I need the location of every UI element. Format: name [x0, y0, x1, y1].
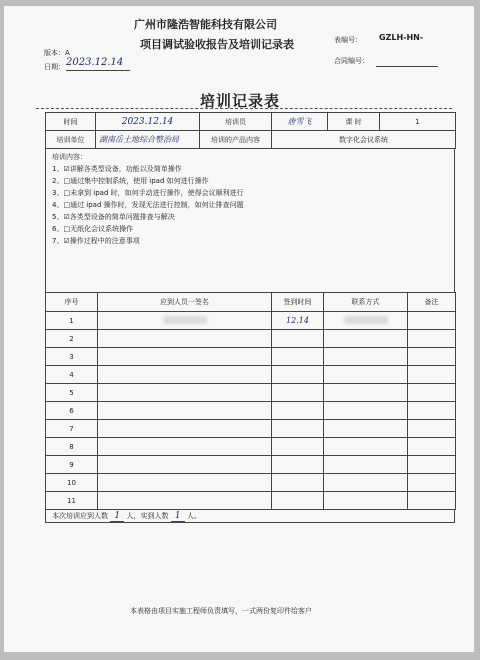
contact-cell	[324, 474, 408, 492]
table-row	[46, 330, 456, 348]
report-title: 项目调试验收报告及培训记录表	[140, 38, 294, 51]
remark-cell	[408, 420, 456, 438]
product-value: 数字化会议系统	[272, 131, 456, 149]
table-row	[46, 348, 456, 366]
row-no: 4	[46, 366, 98, 384]
table-row	[46, 492, 456, 510]
hours-label: 课 时	[328, 113, 380, 131]
row-no: 10	[46, 474, 98, 492]
redacted-contact	[344, 316, 388, 324]
table-row	[46, 312, 456, 330]
sign-time-cell	[272, 492, 324, 510]
hours-value: 1	[380, 113, 456, 131]
row-no: 11	[46, 492, 98, 510]
contact-cell	[324, 366, 408, 384]
contact-cell	[324, 312, 408, 330]
contact-cell	[324, 492, 408, 510]
date-value: 2023.12.14	[66, 57, 124, 68]
table-row	[46, 474, 456, 492]
content-item-3: 3、□未拿到 ipad 时，如何手动进行操作，使得会议顺利进行	[52, 189, 244, 197]
sign-time-cell	[272, 420, 324, 438]
signature-cell	[98, 330, 272, 348]
sign-time-cell: 12.14	[272, 312, 324, 330]
signature-cell	[98, 312, 272, 330]
table-row	[46, 384, 456, 402]
table-row	[46, 456, 456, 474]
sign-time-cell	[272, 366, 324, 384]
signature-cell	[98, 348, 272, 366]
unit-label: 培训单位	[46, 131, 96, 149]
version-label: 版本：A	[44, 49, 70, 57]
contact-cell	[324, 330, 408, 348]
footer-note: 本表格由项目实施工程师负责填写，一式两份复印件给客户	[130, 607, 312, 615]
signature-cell	[98, 402, 272, 420]
trainer-label: 培训员	[200, 113, 272, 131]
redacted-signature	[163, 316, 207, 324]
col-header-remark: 备注	[408, 293, 456, 312]
sign-time-cell	[272, 402, 324, 420]
row-no: 6	[46, 402, 98, 420]
dashed-divider	[36, 108, 452, 109]
table-row	[46, 366, 456, 384]
row-no: 5	[46, 384, 98, 402]
table-row	[46, 420, 456, 438]
summary-part2: 人，实到人数	[126, 512, 169, 520]
col-header-no: 序号	[46, 293, 98, 312]
row-no: 8	[46, 438, 98, 456]
product-label: 培训的产品内容	[200, 131, 272, 149]
signature-cell	[98, 492, 272, 510]
sign-time-cell	[272, 456, 324, 474]
form-title: 培训记录表	[200, 92, 281, 110]
contract-underline	[376, 66, 438, 67]
table-row	[46, 402, 456, 420]
company-name: 广州市隆浩智能科技有限公司	[134, 18, 277, 31]
contract-label: 合同编号：	[334, 57, 369, 65]
signature-cell	[98, 420, 272, 438]
attendance-table	[45, 292, 456, 510]
contact-cell	[324, 456, 408, 474]
summary-part3: 人。	[186, 512, 201, 520]
sign-time-cell	[272, 438, 324, 456]
time-value: 2023.12.14	[96, 113, 200, 131]
content-heading: 培训内容：	[52, 153, 87, 161]
contact-cell	[324, 420, 408, 438]
contact-cell	[324, 402, 408, 420]
col-header-contact: 联系方式	[324, 293, 408, 312]
signature-cell	[98, 474, 272, 492]
summary-row	[45, 510, 455, 523]
form-no-label: 表编号：	[334, 36, 362, 44]
remark-cell	[408, 492, 456, 510]
remark-cell	[408, 456, 456, 474]
remark-cell	[408, 474, 456, 492]
remark-cell	[408, 438, 456, 456]
summary-text	[52, 511, 201, 522]
content-item-5: 5、☑各类型设备的简单问题排查与解决	[52, 213, 175, 221]
signature-cell	[98, 366, 272, 384]
remark-cell	[408, 384, 456, 402]
row-no: 2	[46, 330, 98, 348]
content-item-7: 7、☑操作过程中的注意事项	[52, 237, 140, 245]
content-item-1: 1、☑讲解各类型设备，功能以及简单操作	[52, 165, 182, 173]
contact-cell	[324, 348, 408, 366]
actual-count: 1	[171, 511, 185, 522]
content-item-6: 6、□无纸化会议系统操作	[52, 225, 134, 233]
row-no: 7	[46, 420, 98, 438]
info-table	[45, 112, 456, 149]
signature-cell	[98, 456, 272, 474]
date-underline	[66, 70, 130, 71]
row-no: 3	[46, 348, 98, 366]
form-no-value: GZLH-HN-	[379, 33, 424, 42]
unit-value: 湖南岳土地综合整治局	[96, 131, 200, 149]
remark-cell	[408, 402, 456, 420]
sign-time-cell	[272, 348, 324, 366]
sign-time-cell	[272, 330, 324, 348]
training-content-box	[45, 148, 455, 293]
row-no: 1	[46, 312, 98, 330]
date-label: 日期：	[44, 63, 65, 71]
contact-cell	[324, 384, 408, 402]
content-item-4: 4、□通过 ipad 操作时，发现无法进行控制，如何让排查问题	[52, 201, 244, 209]
attendance-header-row	[46, 293, 456, 312]
sign-time-cell	[272, 384, 324, 402]
table-row	[46, 438, 456, 456]
trainer-signature: 唐雪飞	[272, 113, 328, 131]
sign-time-cell	[272, 474, 324, 492]
content-item-2: 2、□通过集中控制系统，使用 ipad 如何进行操作	[52, 177, 209, 185]
expected-count: 1	[110, 511, 124, 522]
remark-cell	[408, 312, 456, 330]
signature-cell	[98, 384, 272, 402]
remark-cell	[408, 366, 456, 384]
document-page	[4, 6, 474, 652]
remark-cell	[408, 330, 456, 348]
contact-cell	[324, 438, 408, 456]
summary-part1: 本次培训应到人数	[52, 512, 108, 520]
remark-cell	[408, 348, 456, 366]
time-label: 时间	[46, 113, 96, 131]
row-no: 9	[46, 456, 98, 474]
signature-cell	[98, 438, 272, 456]
col-header-signature: 应到人员一签名	[98, 293, 272, 312]
col-header-time: 签到时间	[272, 293, 324, 312]
